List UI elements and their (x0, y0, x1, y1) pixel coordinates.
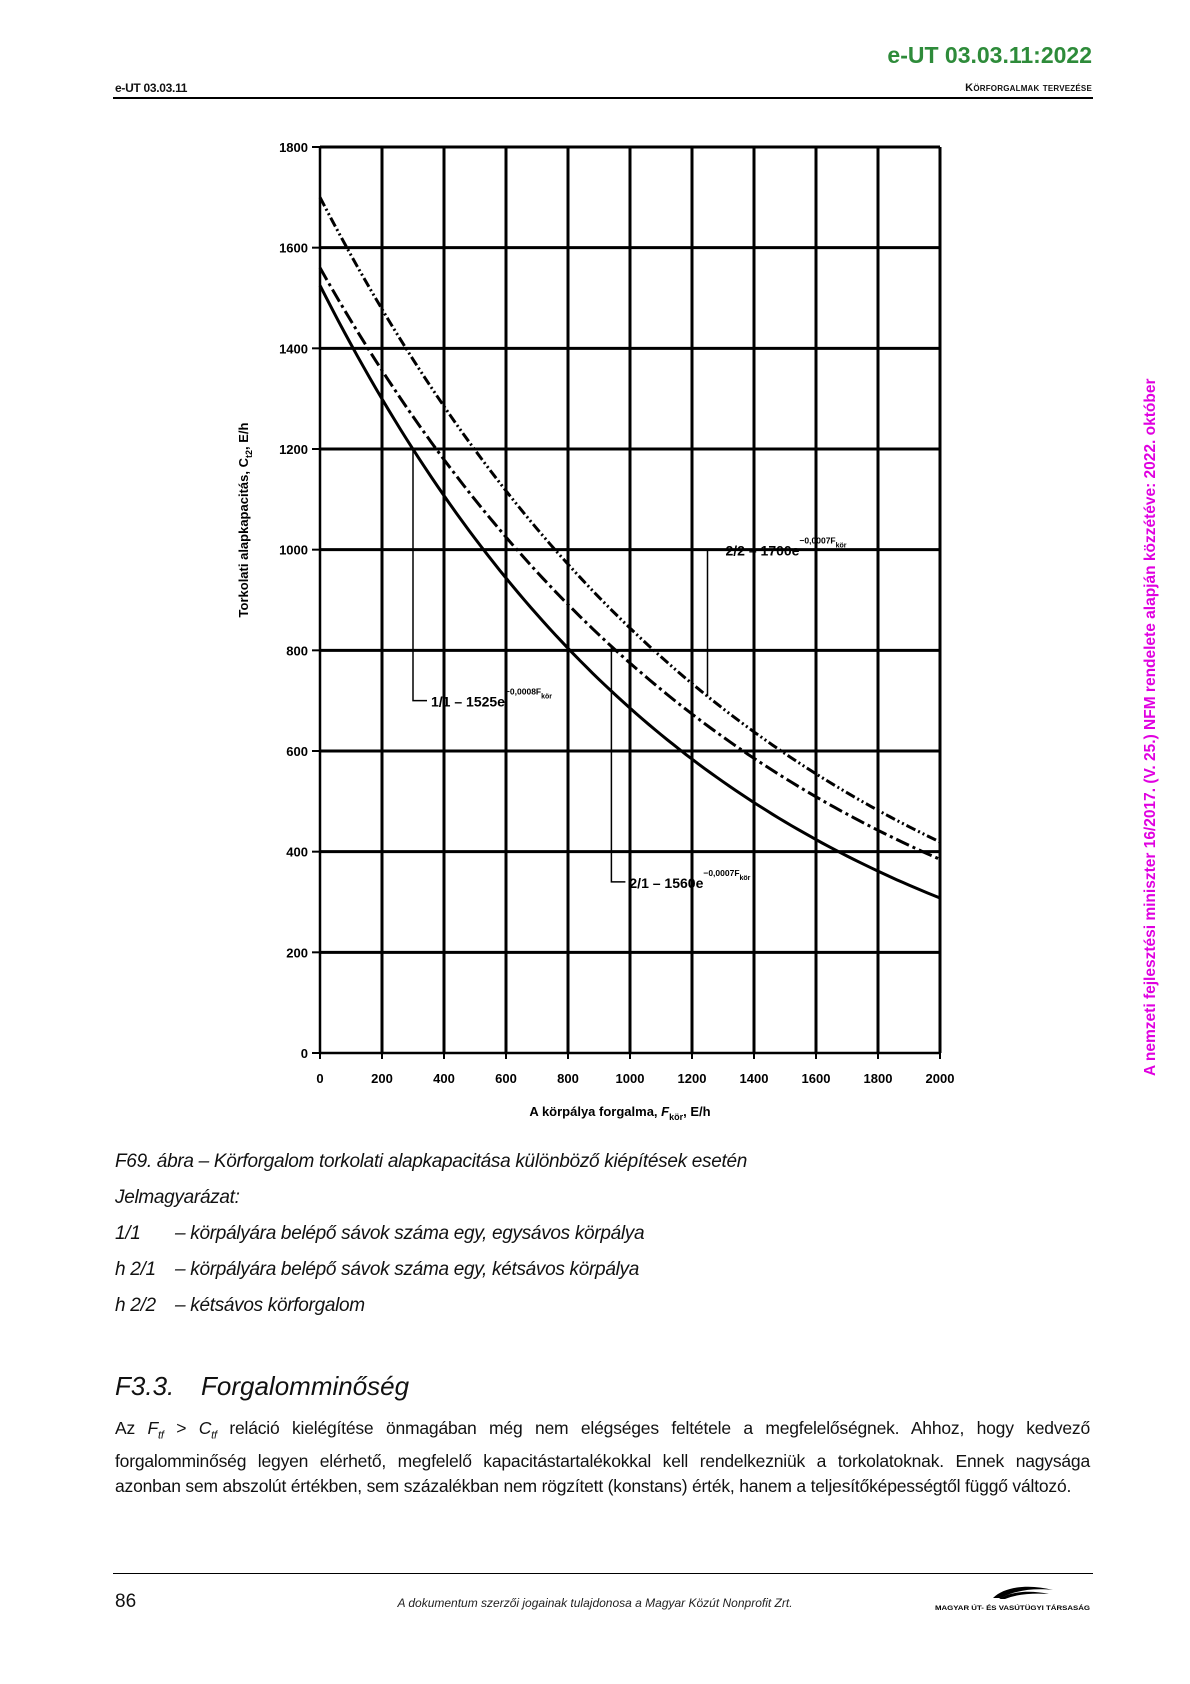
curve-label-exponent: −0,0007F (703, 867, 740, 878)
y-axis-title-text: Torkolati alapkapacitás, C (236, 458, 251, 618)
legend-code: 1/1 (115, 1223, 141, 1244)
symbol-sub: tf (211, 1429, 217, 1442)
y-tick-label: 400 (286, 844, 308, 860)
x-axis-title-subscript: kör (669, 1112, 684, 1122)
symbol-c: C (198, 1418, 212, 1438)
y-axis-title-unit: , E/h (236, 422, 251, 450)
curve-label (726, 536, 847, 559)
legend-code: h 2/2 (115, 1295, 156, 1316)
curve-label (431, 687, 552, 710)
curve-label (629, 868, 750, 891)
curve-label-exponent: −0,0007F (799, 535, 836, 546)
chart-ticks (279, 140, 954, 1086)
copyright-notice: A dokumentum szerzői jogainak tulajdonosa a Magyar Közút Nonprofit Zrt. (397, 1596, 793, 1610)
x-tick-label: 800 (557, 1071, 579, 1086)
y-tick-label: 200 (286, 945, 308, 961)
page-number: 86 (115, 1591, 137, 1612)
section-title: Forgalomminőség (201, 1371, 410, 1401)
x-axis-title-unit: , E/h (683, 1104, 711, 1119)
legend-title: Jelmagyarázat: (115, 1187, 240, 1208)
x-tick-label: 1600 (801, 1071, 831, 1086)
chart-labels (431, 536, 847, 891)
section-paragraph (115, 1416, 1090, 1499)
paragraph-text: Az (115, 1418, 148, 1438)
x-tick-label: 1400 (739, 1071, 769, 1086)
curve-label-main: 2/2 – 1700e (725, 542, 800, 559)
x-tick-label: 600 (495, 1071, 517, 1086)
curve-leader-line (413, 449, 427, 700)
curve-label-main: 2/1 – 1560e (629, 874, 704, 891)
legend-text: – kétsávos körforgalom (175, 1295, 365, 1316)
chart-axis-titles (236, 422, 711, 1122)
curve-leader-line (611, 646, 625, 882)
symbol-f: F (147, 1418, 159, 1438)
legend-text: – körpályára belépő sávok száma egy, egysávos körpálya (175, 1223, 645, 1244)
legend-row (115, 1259, 639, 1281)
x-axis-title (529, 1104, 710, 1122)
legend-row (115, 1295, 365, 1317)
paragraph-text: > (163, 1418, 199, 1438)
x-tick-label: 2000 (925, 1071, 955, 1086)
header-left-code: e-UT 03.03.11 (115, 81, 188, 95)
y-tick-label: 1600 (279, 240, 308, 256)
x-tick-label: 1000 (615, 1071, 645, 1086)
y-tick-label: 1200 (279, 442, 308, 457)
x-tick-label: 200 (371, 1071, 393, 1086)
x-tick-label: 1800 (863, 1071, 893, 1086)
y-tick-label: 1800 (279, 140, 308, 155)
curve-label-subscript: kör (835, 542, 847, 550)
y-tick-label: 800 (286, 643, 308, 659)
y-tick-label: 1400 (279, 341, 308, 357)
x-tick-label: 400 (433, 1071, 455, 1086)
x-axis-title-symbol: F (661, 1104, 670, 1119)
logo-text: MAGYAR ÚT- ÉS VASÚTÜGYI TÁRSASÁG (935, 1605, 1062, 1612)
section-heading (115, 1371, 409, 1402)
y-axis-title-subscript: t2 (244, 450, 254, 459)
x-tick-label: 0 (316, 1071, 324, 1086)
paragraph-text: reláció kielégítése önmagában még nem elégséges feltétele a megfelelőségnek. Ahhoz, hogy kedvező forgalomminőség legyen elérhető, megfelelő kapacitástartalékokkal kell rendelkezniük a torkolatoknak. Ennek nagysága azonban sem abszolút értékben, sem százalékban nem rögzített (konstans) érték, hanem a teljesítőképességtől függő változó. (115, 1418, 1091, 1496)
header-title: Körforgalmak tervezése (965, 82, 1092, 94)
figure-caption: F69. ábra – Körforgalom torkolati alapkapacitása különböző kiépítések esetén (115, 1151, 748, 1172)
y-axis-title (236, 422, 254, 617)
curve-label-subscript: kör (739, 874, 751, 882)
y-tick-label: 1000 (279, 542, 308, 558)
curve-label-subscript: kör (541, 693, 553, 701)
side-note-text: A nemzeti fejlesztési miniszter 16/2017. (V. 25.) NFM rendelete alapján közzétéve: 2022. október (1142, 378, 1159, 1076)
y-tick-label: 600 (286, 744, 308, 759)
curve-label-exponent: −0,0008F (504, 686, 542, 697)
legend-row (115, 1223, 644, 1245)
legend-text: – körpályára belépő sávok száma egy, kétsávos körpálya (175, 1259, 639, 1280)
symbol-sub: tf (158, 1429, 164, 1442)
y-tick-label: 0 (300, 1046, 308, 1061)
x-axis-title-text: A körpálya forgalma, (529, 1104, 662, 1119)
x-tick-label: 1200 (677, 1071, 707, 1086)
curve-leader-line (708, 550, 722, 697)
footer-divider (113, 1573, 1093, 1574)
publisher-logo (935, 1584, 1090, 1614)
section-number: F3.3. (115, 1371, 175, 1401)
curve-label-main: 1/1 – 1525e (431, 693, 505, 710)
document-code: e-UT 03.03.11:2022 (887, 42, 1092, 68)
legend-code: h 2/1 (115, 1259, 156, 1280)
